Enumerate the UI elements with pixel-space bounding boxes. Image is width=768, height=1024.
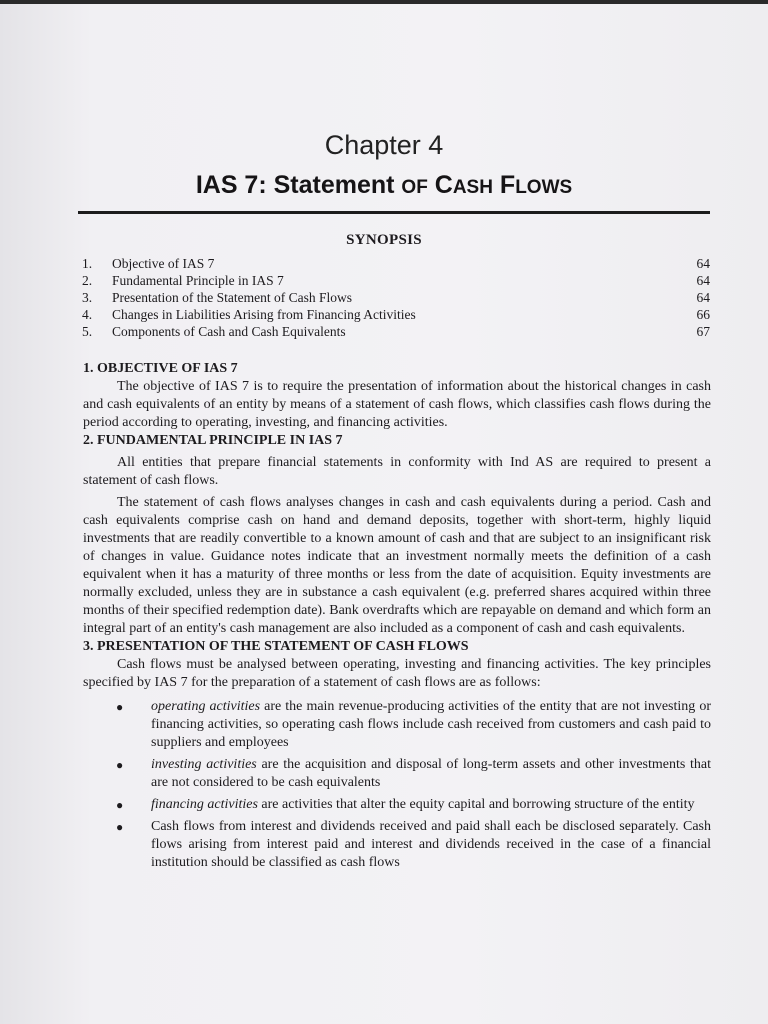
list-item (83, 796, 711, 814)
synopsis-item-label: Presentation of the Statement of Cash Flows (112, 290, 352, 305)
synopsis-item (82, 306, 710, 323)
objective-paragraph: The objective of IAS 7 is to require the presentation of information about the historical changes in cash and cash equivalents of an entity by means of a statement of cash flows, which classifies cash flows during the period according to operating, investing, and financing activities. (83, 379, 711, 430)
principle-paragraph-1: All entities that prepare financial statements in conformity with Ind AS are required to present a statement of cash flows. (83, 455, 711, 488)
list-item-description: are the main revenue-producing activities of the entity that are not investing or financing activities, so operating cash flows include cash received from customers and cash paid to suppliers and employees (151, 699, 711, 750)
synopsis-item (82, 255, 710, 272)
synopsis-item-page: 66 (696, 307, 710, 322)
list-item-term: investing activities (151, 757, 257, 772)
list-item-term: operating activities (151, 699, 261, 714)
title-cash-initial: C (434, 171, 453, 199)
synopsis-item-label: Components of Cash and Cash Equivalents (112, 324, 346, 339)
synopsis-item-number: 5. (82, 324, 93, 339)
chapter-title (0, 171, 768, 200)
section-heading-fundamental-principle: 2. FUNDAMENTAL PRINCIPLE IN IAS 7 (83, 433, 343, 448)
list-item (83, 818, 711, 872)
synopsis-item-page: 67 (696, 324, 710, 339)
list-item-text: Cash flows from interest and dividends received and paid shall each be disclosed separately. Cash flows arising from interest paid and interest and dividends received in the case of a financial institution should be classified as cash flows (151, 819, 711, 870)
list-item-text (151, 698, 711, 752)
synopsis-item-label: Objective of IAS 7 (112, 256, 215, 271)
list-item-description: are the acquisition and disposal of long-term assets and other investments that are not considered to be cash equivalents (151, 757, 711, 790)
synopsis-list (82, 255, 710, 340)
chapter-number: Chapter 4 (324, 130, 444, 160)
synopsis-item-number: 1. (82, 256, 93, 271)
title-prefix: IAS 7: Statement (195, 171, 402, 199)
synopsis-item-page: 64 (696, 290, 710, 305)
presentation-paragraph: Cash flows must be analysed between operating, investing and financing activities. The key principles specified by IAS 7 for the preparation of a statement of cash flows are as follows: (83, 657, 711, 690)
title-flows-rest: LOWS (515, 177, 573, 198)
key-principles-list (83, 698, 711, 872)
chapter-body (83, 360, 711, 876)
title-of: OF (401, 177, 428, 198)
bullet-icon: ● (116, 758, 124, 772)
title-flows-initial: F (499, 171, 516, 199)
bullet-icon: ● (116, 798, 124, 812)
synopsis-item-number: 4. (82, 307, 93, 322)
synopsis-item (82, 289, 710, 306)
list-item-description: are activities that alter the equity capital and borrowing structure of the entity (257, 797, 695, 812)
list-item-term: financing activities (151, 797, 258, 812)
list-item (83, 756, 711, 792)
principle-paragraph-2: The statement of cash flows analyses changes in cash and cash equivalents during a period. Cash and cash equivalents comprise cash on hand and demand deposits, together with short-term, highly liquid investments that are readily convertible to a known amount of cash and that are subject to an insignificant risk of changes in value. Guidance notes indicate that an investment normally meets the definition of a cash equivalent when it has a maturity of three months or less from the date of acquisition. Equity investments are normally excluded, unless they are in substance a cash equivalent (e.g. preferred shares acquired within three months of their specified redemption date). Bank overdrafts which are repayable on demand and which form an integral part of an entity's cash management are also included as a component of cash and cash equivalents. (83, 495, 711, 636)
bullet-icon: ● (116, 820, 124, 834)
synopsis-item-page: 64 (696, 273, 710, 288)
synopsis-heading: SYNOPSIS (346, 232, 422, 248)
synopsis-item-label: Fundamental Principle in IAS 7 (112, 273, 284, 288)
synopsis-item-page: 64 (696, 256, 710, 271)
synopsis-item (82, 272, 710, 289)
title-rule (78, 211, 710, 214)
section-heading-presentation: 3. PRESENTATION OF THE STATEMENT OF CASH FLOWS (83, 639, 469, 654)
list-item-text (151, 796, 711, 814)
list-item (83, 698, 711, 752)
synopsis-item-label: Changes in Liabilities Arising from Financing Activities (112, 307, 416, 322)
title-cash-rest: ASH (452, 177, 493, 198)
section-heading-objective: 1. OBJECTIVE OF IAS 7 (83, 361, 238, 376)
synopsis-item (82, 323, 710, 340)
bullet-icon: ● (116, 700, 124, 714)
list-item-text (151, 756, 711, 792)
synopsis-item-number: 2. (82, 273, 93, 288)
synopsis-item-number: 3. (82, 290, 93, 305)
